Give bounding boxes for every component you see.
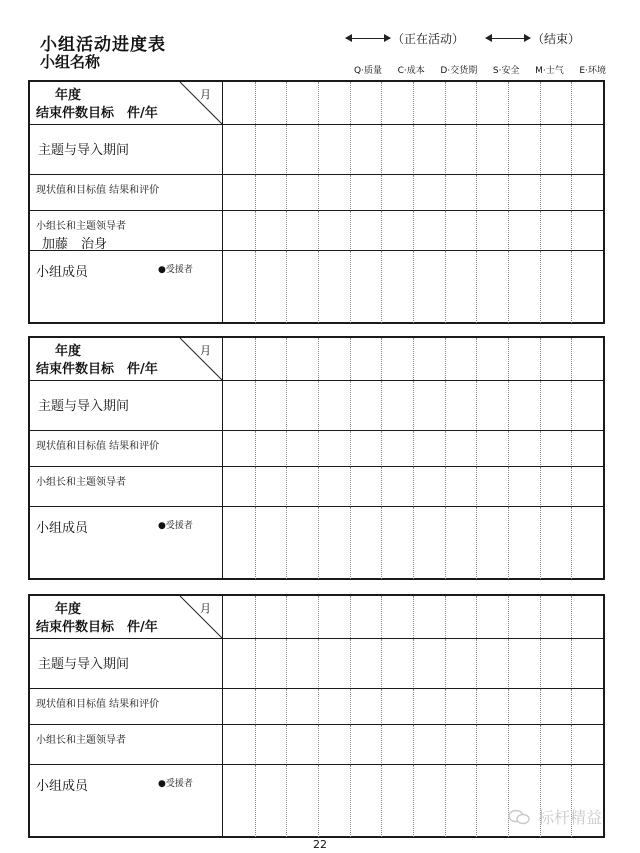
grid-line — [255, 639, 256, 689]
grid-line — [286, 211, 287, 251]
grid-line — [350, 431, 351, 467]
grid-line — [318, 175, 319, 211]
grid-line — [508, 467, 509, 507]
grid-line — [286, 467, 287, 507]
grid-line — [350, 211, 351, 251]
status-label: 现状值和目标值 结果和评价 — [36, 185, 160, 196]
grid-line — [255, 725, 256, 765]
members-label: 小组成员 — [36, 779, 89, 794]
grid-line — [350, 82, 351, 124]
members-label: 小组成员 — [36, 265, 89, 280]
grid-line — [571, 725, 572, 765]
grid-line — [413, 639, 414, 689]
grid-line — [540, 338, 541, 380]
month-grid[interactable] — [223, 381, 603, 431]
grid-line — [318, 82, 319, 124]
grid-line — [476, 689, 477, 725]
grid-line — [286, 251, 287, 323]
grid-line — [571, 467, 572, 507]
grid-line — [508, 82, 509, 124]
grid-line — [571, 175, 572, 211]
leader-row — [30, 724, 603, 765]
month-label: 月 — [200, 602, 211, 615]
grid-line — [255, 381, 256, 431]
grid-line — [350, 125, 351, 175]
grid-line — [286, 596, 287, 638]
legend-end — [486, 30, 580, 47]
leader-row — [30, 466, 603, 507]
grid-line — [508, 431, 509, 467]
grid-line — [381, 211, 382, 251]
grid-line — [350, 639, 351, 689]
grid-line — [381, 431, 382, 467]
theme-label: 主题与导入期间 — [38, 143, 130, 158]
grid-line — [255, 689, 256, 725]
wechat-icon — [508, 809, 530, 825]
grid-line — [286, 338, 287, 380]
code-environment: E·环境 — [579, 66, 606, 76]
grid-line — [476, 765, 477, 837]
grid-line — [476, 507, 477, 579]
grid-line — [381, 765, 382, 837]
leader-label: 小组长和主题领导者 — [36, 477, 126, 488]
grid-line — [476, 82, 477, 124]
grid-line — [508, 507, 509, 579]
supported-legend: ●受援者 — [158, 779, 193, 789]
status-label: 现状值和目标值 结果和评价 — [36, 699, 160, 710]
grid-line — [413, 125, 414, 175]
grid-line — [476, 125, 477, 175]
progress-block-3 — [28, 594, 605, 838]
grid-line — [413, 467, 414, 507]
progress-block-2 — [28, 336, 605, 580]
grid-line — [350, 507, 351, 579]
leader-name: 加藤 治身 — [42, 237, 108, 252]
grid-line — [381, 639, 382, 689]
grid-line — [540, 211, 541, 251]
members-label: 小组成员 — [36, 521, 89, 536]
month-grid[interactable] — [223, 596, 603, 638]
month-grid[interactable] — [223, 689, 603, 725]
grid-line — [445, 507, 446, 579]
leader-label: 小组长和主题领导者 — [36, 735, 126, 746]
grid-line — [350, 596, 351, 638]
grid-line — [571, 639, 572, 689]
grid-line — [571, 211, 572, 251]
grid-line — [381, 596, 382, 638]
members-row — [30, 250, 603, 323]
grid-line — [413, 82, 414, 124]
code-delivery: D·交货期 — [440, 66, 478, 76]
theme-label: 主题与导入期间 — [38, 399, 130, 414]
month-grid[interactable] — [223, 175, 603, 211]
grid-line — [445, 175, 446, 211]
supported-legend: ●受援者 — [158, 521, 193, 531]
grid-line — [508, 211, 509, 251]
theme-row — [30, 380, 603, 431]
status-row — [30, 430, 603, 467]
grid-line — [571, 689, 572, 725]
grid-line — [445, 467, 446, 507]
grid-line — [381, 507, 382, 579]
header-row — [30, 596, 603, 638]
grid-line — [445, 431, 446, 467]
month-grid[interactable] — [223, 82, 603, 124]
grid-line — [350, 689, 351, 725]
legend-active — [346, 30, 464, 47]
grid-line — [350, 175, 351, 211]
grid-line — [318, 211, 319, 251]
grid-line — [445, 596, 446, 638]
grid-line — [255, 338, 256, 380]
grid-line — [286, 431, 287, 467]
grid-line — [508, 338, 509, 380]
status-row — [30, 174, 603, 211]
code-safety: S·安全 — [492, 66, 520, 76]
month-grid[interactable] — [223, 507, 603, 579]
watermark — [508, 805, 602, 828]
grid-line — [540, 381, 541, 431]
grid-line — [255, 175, 256, 211]
grid-line — [445, 639, 446, 689]
grid-line — [540, 125, 541, 175]
grid-line — [381, 725, 382, 765]
grid-line — [445, 338, 446, 380]
grid-line — [350, 467, 351, 507]
grid-line — [445, 125, 446, 175]
theme-label: 主题与导入期间 — [38, 657, 130, 672]
grid-line — [318, 725, 319, 765]
theme-row — [30, 124, 603, 175]
month-grid[interactable] — [223, 251, 603, 323]
grid-line — [255, 251, 256, 323]
grid-line — [318, 381, 319, 431]
grid-line — [255, 431, 256, 467]
grid-line — [445, 689, 446, 725]
grid-line — [350, 381, 351, 431]
month-grid[interactable] — [223, 125, 603, 175]
page-title: 小组活动进度表 — [40, 35, 166, 55]
grid-line — [508, 639, 509, 689]
year-label: 年度 — [55, 602, 82, 617]
supported-legend: ●受援者 — [158, 265, 193, 275]
target-label: 结束件数目标 件/年 — [36, 106, 158, 121]
grid-line — [318, 338, 319, 380]
grid-line — [540, 596, 541, 638]
grid-line — [318, 431, 319, 467]
grid-line — [255, 125, 256, 175]
grid-line — [286, 689, 287, 725]
grid-line — [540, 251, 541, 323]
grid-line — [413, 725, 414, 765]
grid-line — [476, 338, 477, 380]
double-arrow-icon — [486, 38, 530, 39]
year-label: 年度 — [55, 88, 82, 103]
grid-line — [318, 467, 319, 507]
grid-line — [381, 467, 382, 507]
grid-line — [540, 175, 541, 211]
grid-line — [508, 725, 509, 765]
grid-line — [318, 765, 319, 837]
grid-line — [476, 251, 477, 323]
grid-line — [381, 251, 382, 323]
leader-label: 小组长和主题领导者 — [36, 221, 126, 232]
grid-line — [286, 639, 287, 689]
code-morale: M·士气 — [535, 66, 564, 76]
grid-line — [540, 467, 541, 507]
grid-line — [476, 596, 477, 638]
grid-line — [540, 507, 541, 579]
grid-line — [350, 338, 351, 380]
grid-line — [508, 175, 509, 211]
grid-line — [286, 381, 287, 431]
grid-line — [476, 639, 477, 689]
grid-line — [476, 725, 477, 765]
grid-line — [508, 381, 509, 431]
grid-line — [255, 211, 256, 251]
grid-line — [381, 82, 382, 124]
code-quality: Q·质量 — [354, 66, 382, 76]
grid-line — [571, 338, 572, 380]
grid-line — [413, 251, 414, 323]
year-label: 年度 — [55, 344, 82, 359]
grid-line — [318, 689, 319, 725]
grid-line — [255, 596, 256, 638]
header-row — [30, 82, 603, 124]
grid-line — [445, 251, 446, 323]
grid-line — [508, 125, 509, 175]
grid-line — [255, 467, 256, 507]
grid-line — [413, 211, 414, 251]
grid-line — [571, 596, 572, 638]
members-row — [30, 506, 603, 579]
grid-line — [540, 431, 541, 467]
page-number: 22 — [313, 838, 327, 851]
grid-line — [413, 689, 414, 725]
grid-line — [350, 765, 351, 837]
grid-line — [318, 251, 319, 323]
theme-row — [30, 638, 603, 689]
status-label: 现状值和目标值 结果和评价 — [36, 441, 160, 452]
grid-line — [286, 82, 287, 124]
month-grid[interactable] — [223, 639, 603, 689]
grid-line — [476, 467, 477, 507]
target-label: 结束件数目标 件/年 — [36, 620, 158, 635]
month-grid[interactable] — [223, 211, 603, 251]
month-grid[interactable] — [223, 467, 603, 507]
status-row — [30, 688, 603, 725]
grid-line — [540, 689, 541, 725]
grid-line — [381, 689, 382, 725]
legend-end-label: （结束） — [532, 32, 581, 46]
grid-line — [476, 431, 477, 467]
grid-line — [255, 507, 256, 579]
category-codes — [354, 63, 606, 76]
grid-line — [286, 507, 287, 579]
leader-row — [30, 210, 603, 251]
legend-active-label: （正在活动） — [392, 32, 465, 46]
grid-line — [286, 765, 287, 837]
grid-line — [445, 381, 446, 431]
grid-line — [508, 596, 509, 638]
grid-line — [540, 82, 541, 124]
grid-line — [318, 125, 319, 175]
grid-line — [476, 175, 477, 211]
grid-line — [413, 507, 414, 579]
grid-line — [286, 725, 287, 765]
month-grid[interactable] — [223, 338, 603, 380]
grid-line — [571, 507, 572, 579]
grid-line — [381, 381, 382, 431]
grid-line — [413, 381, 414, 431]
grid-line — [445, 211, 446, 251]
month-label: 月 — [200, 88, 211, 101]
watermark-text: 标杆精益 — [538, 808, 603, 827]
grid-line — [381, 175, 382, 211]
grid-line — [445, 82, 446, 124]
grid-line — [350, 725, 351, 765]
grid-line — [445, 765, 446, 837]
grid-line — [445, 725, 446, 765]
grid-line — [350, 251, 351, 323]
header-row — [30, 338, 603, 380]
grid-line — [540, 639, 541, 689]
grid-line — [413, 765, 414, 837]
grid-line — [286, 125, 287, 175]
month-label: 月 — [200, 344, 211, 357]
grid-line — [286, 175, 287, 211]
grid-line — [571, 431, 572, 467]
progress-block-1 — [28, 80, 605, 324]
grid-line — [381, 338, 382, 380]
target-label: 结束件数目标 件/年 — [36, 362, 158, 377]
grid-line — [571, 381, 572, 431]
month-grid[interactable] — [223, 431, 603, 467]
grid-line — [413, 431, 414, 467]
grid-line — [318, 639, 319, 689]
code-cost: C·成本 — [397, 66, 425, 76]
grid-line — [413, 175, 414, 211]
grid-line — [571, 251, 572, 323]
grid-line — [540, 725, 541, 765]
grid-line — [318, 596, 319, 638]
group-name-label: 小组名称 — [40, 53, 101, 71]
grid-line — [508, 251, 509, 323]
grid-line — [255, 765, 256, 837]
grid-line — [413, 596, 414, 638]
grid-line — [381, 125, 382, 175]
double-arrow-icon — [346, 38, 390, 39]
grid-line — [255, 82, 256, 124]
grid-line — [413, 338, 414, 380]
grid-line — [571, 125, 572, 175]
grid-line — [476, 381, 477, 431]
grid-line — [571, 82, 572, 124]
grid-line — [508, 689, 509, 725]
month-grid[interactable] — [223, 725, 603, 765]
grid-line — [318, 507, 319, 579]
grid-line — [476, 211, 477, 251]
